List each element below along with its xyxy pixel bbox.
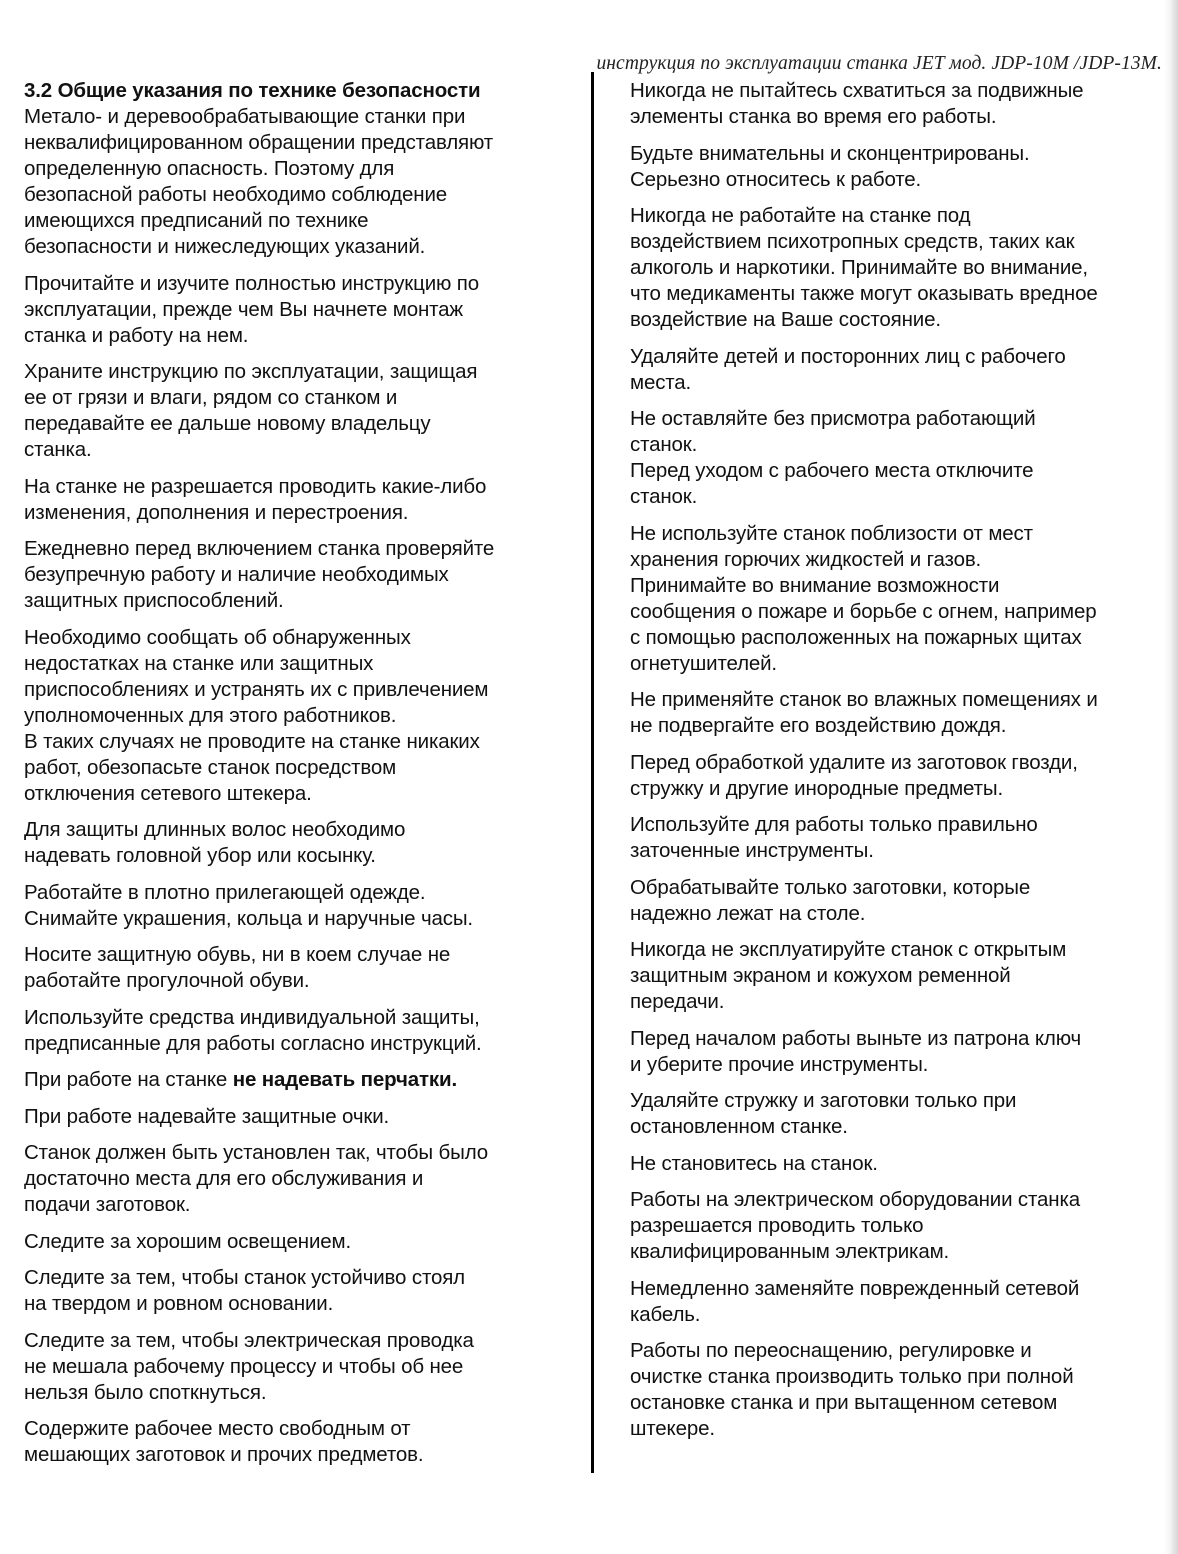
text-line: станок.: [630, 485, 698, 508]
text-line: Не используйте станок поблизости от мест: [630, 521, 1033, 545]
paragraph: [24, 1005, 584, 1057]
gloves-paragraph: [24, 1067, 584, 1093]
text-line: безопасности и нижеследующих указаний.: [24, 235, 426, 258]
text-line: Никогда не работайте на станке под: [630, 204, 971, 227]
text-line: Станок должен быть установлен так, чтобы было: [24, 1141, 488, 1164]
text-line: Никогда не пытайтесь схватиться за подвижные: [630, 79, 1084, 102]
text-line: Ежедневно перед включением станка проверяйте: [24, 537, 495, 560]
paragraph: [24, 1416, 584, 1468]
left-paragraph-list: [24, 271, 584, 1057]
text-line: стружку и другие инородные предметы.: [630, 776, 1003, 800]
text-line: имеющихся предписаний по технике: [24, 209, 369, 232]
paragraph: [24, 1328, 584, 1406]
text-line: места.: [630, 370, 692, 394]
paragraph: [630, 1151, 1170, 1177]
gloves-prefix: При работе на станке: [24, 1068, 233, 1091]
paragraph: [630, 1276, 1170, 1328]
left-column: [24, 78, 584, 1479]
text-line: Перед обработкой удалите из заготовок гвозди,: [630, 750, 1078, 774]
right-column: [630, 78, 1170, 1453]
paragraph: [630, 1187, 1170, 1265]
text-line: Следите за тем, чтобы станок устойчиво стоял: [24, 1266, 465, 1289]
text-line: Для защиты длинных волос необходимо: [24, 818, 406, 841]
text-line: эксплуатации, прежде чем Вы начнете монтаж: [24, 297, 463, 321]
paragraph: [630, 521, 1170, 677]
text-line: Используйте средства индивидуальной защиты,: [24, 1005, 480, 1029]
text-line: подачи заготовок.: [24, 1193, 191, 1216]
text-line: Удаляйте детей и посторонних лиц с рабочего: [630, 344, 1066, 368]
paragraph: [630, 750, 1170, 802]
text-line: Прочитайте и изучите полностью инструкцию по: [24, 271, 479, 295]
intro-paragraph: [24, 78, 584, 260]
text-line: ее от грязи и влаги, рядом со станком и: [24, 386, 398, 409]
text-line: алкоголь и наркотики. Принимайте во внимание,: [630, 256, 1088, 279]
text-line: Работы по переоснащению, регулировке и: [630, 1339, 1032, 1362]
text-line: В таких случаях не проводите на станке никаких: [24, 729, 480, 753]
text-line: Не применяйте станок во влажных помещениях и: [630, 688, 1098, 711]
text-line: штекере.: [630, 1417, 715, 1440]
text-line: квалифицированным электрикам.: [630, 1240, 950, 1263]
paragraph: [24, 942, 584, 994]
text-line: остановленном станке.: [630, 1115, 848, 1138]
paragraph: [24, 474, 584, 526]
text-line: сообщения о пожаре и борьбе с огнем, например: [630, 599, 1097, 623]
text-line: Носите защитную обувь, ни в коем случае не: [24, 943, 451, 966]
left-paragraph-list-continued: [24, 1104, 584, 1469]
text-line: отключения сетевого штекера.: [24, 781, 312, 805]
text-line: Следите за тем, чтобы электрическая проводка: [24, 1328, 474, 1352]
text-line: работайте прогулочной обуви.: [24, 969, 310, 992]
text-line: Работы на электрическом оборудовании станка: [630, 1188, 1080, 1211]
text-line: недостатках на станке или защитных: [24, 651, 374, 675]
text-line: на твердом и ровном основании.: [24, 1292, 334, 1315]
paragraph: [630, 344, 1170, 396]
text-line: определенную опасность. Поэтому для: [24, 157, 395, 180]
text-line: с помощью расположенных на пожарных щитах: [630, 625, 1082, 649]
text-line: Храните инструкцию по эксплуатации, защищая: [24, 360, 478, 383]
text-line: изменения, дополнения и перестроения.: [24, 500, 409, 524]
text-line: Метало- и деревообрабатывающие станки при: [24, 105, 466, 128]
paragraph: [24, 1265, 584, 1317]
text-line: хранения горючих жидкостей и газов.: [630, 547, 982, 571]
text-line: достаточно места для его обслуживания и: [24, 1167, 424, 1190]
text-line: остановке станка и при вытащенном сетевом: [630, 1391, 1058, 1414]
text-line: При работе надевайте защитные очки.: [24, 1104, 390, 1128]
running-header: инструкция по эксплуатации станка JET мод. JDP-10M /JDP-13M.: [596, 53, 1162, 74]
paragraph: [24, 880, 584, 932]
text-line: нельзя было споткнуться.: [24, 1380, 267, 1404]
text-line: воздействие на Ваше состояние.: [630, 308, 941, 331]
text-line: станка и работу на нем.: [24, 323, 249, 347]
paragraph: [24, 1140, 584, 1218]
intro-text: [24, 104, 584, 260]
text-line: передачи.: [630, 990, 725, 1013]
text-line: На станке не разрешается проводить какие-либо: [24, 474, 487, 498]
text-line: Не оставляйте без присмотра работающий: [630, 407, 1036, 430]
text-line: и уберите прочие инструменты.: [630, 1052, 929, 1076]
paragraph: [630, 687, 1170, 739]
text-line: защитным экраном и кожухом ременной: [630, 964, 1011, 987]
text-line: кабель.: [630, 1302, 701, 1326]
right-paragraph-list: [630, 78, 1170, 1442]
text-line: работ, обезопасьте станок посредством: [24, 755, 397, 779]
gloves-warning: не надевать перчатки.: [232, 1068, 458, 1091]
text-line: Содержите рабочее место свободным от: [24, 1417, 411, 1440]
text-line: Будьте внимательны и сконцентрированы.: [630, 141, 1030, 165]
paragraph: [630, 812, 1170, 864]
text-line: станок.: [630, 433, 698, 456]
text-line: Следите за хорошим освещением.: [24, 1229, 352, 1253]
paragraph: [630, 875, 1170, 927]
text-line: мешающих заготовок и прочих предметов.: [24, 1443, 424, 1466]
text-line: воздействием психотропных средств, таких как: [630, 230, 1075, 253]
text-line: разрешается проводить только: [630, 1214, 924, 1237]
text-line: приспособлениях и устранять их с привлечением: [24, 677, 489, 701]
text-line: уполномоченных для этого работников.: [24, 703, 397, 727]
text-line: Используйте для работы только правильно: [630, 813, 1038, 836]
paragraph: [630, 203, 1170, 333]
text-line: Не становитесь на станок.: [630, 1151, 878, 1175]
text-line: очистке станка производить только при полной: [630, 1365, 1074, 1388]
text-line: заточенные инструменты.: [630, 839, 874, 862]
text-line: предписанные для работы согласно инструкций.: [24, 1031, 482, 1055]
text-line: Обрабатывайте только заготовки, которые: [630, 875, 1031, 899]
text-line: надежно лежат на столе.: [630, 901, 866, 925]
paragraph: [630, 1026, 1170, 1078]
text-line: Необходимо сообщать об обнаруженных: [24, 625, 411, 649]
text-line: что медикаменты также могут оказывать вредное: [630, 282, 1098, 305]
section-title: 3.2 Общие указания по технике безопасности: [24, 79, 481, 102]
paragraph: [24, 625, 584, 807]
text-line: станка.: [24, 438, 92, 461]
paragraph: [630, 937, 1170, 1015]
text-line: огнетушителей.: [630, 651, 777, 675]
paragraph: [630, 1088, 1170, 1140]
paragraph: [24, 1229, 584, 1255]
text-line: Никогда не эксплуатируйте станок с открытым: [630, 938, 1067, 961]
text-line: Снимайте украшения, кольца и наручные часы.: [24, 906, 473, 930]
paragraph: [630, 406, 1170, 510]
text-line: передавайте ее дальше новому владельцу: [24, 412, 431, 435]
text-line: не мешала рабочему процессу и чтобы об нее: [24, 1354, 464, 1378]
text-line: Работайте в плотно прилегающей одежде.: [24, 880, 426, 904]
paragraph: [24, 271, 584, 349]
text-line: Немедленно заменяйте поврежденный сетевой: [630, 1276, 1080, 1300]
paragraph: [24, 817, 584, 869]
paragraph: [630, 141, 1170, 193]
text-line: Принимайте во внимание возможности: [630, 573, 1000, 597]
paragraph: [630, 78, 1170, 130]
paragraph: [24, 359, 584, 463]
column-divider: [591, 72, 594, 1473]
text-line: надевать головной убор или косынку.: [24, 844, 376, 867]
text-line: элементы станка во время его работы.: [630, 105, 997, 128]
text-line: защитных приспособлений.: [24, 589, 284, 612]
paragraph: [24, 1104, 584, 1130]
text-line: Перед уходом с рабочего места отключите: [630, 459, 1034, 482]
paragraph: [24, 536, 584, 614]
text-line: безупречную работу и наличие необходимых: [24, 563, 449, 586]
text-line: Удаляйте стружку и заготовки только при: [630, 1089, 1017, 1112]
text-line: Серьезно относитесь к работе.: [630, 167, 922, 191]
text-line: Перед началом работы выньте из патрона ключ: [630, 1026, 1081, 1050]
text-line: неквалифицированном обращении представляют: [24, 131, 493, 154]
text-line: не подвергайте его воздействию дождя.: [630, 714, 1007, 737]
text-line: безопасной работы необходимо соблюдение: [24, 183, 447, 206]
paragraph: [630, 1338, 1170, 1442]
